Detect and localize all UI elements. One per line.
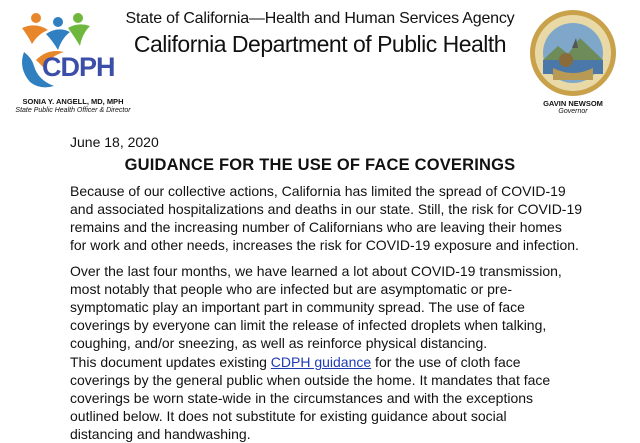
paragraph-line	[70, 353, 590, 371]
paragraph-line: coughing, and/or sneezing, as well as reinforce physical distancing.	[70, 335, 488, 351]
governor-title: Governor	[558, 108, 588, 115]
paragraph-3	[70, 353, 590, 443]
paragraph-line: symptomatic play an important part in community spread. The use of face	[70, 299, 525, 315]
cdph-logo-text: CDPH	[42, 52, 115, 82]
cdph-guidance-link[interactable]: CDPH guidance	[270, 354, 372, 370]
paragraph-line: coverings by everyone can limit the release of infected droplets when talking,	[70, 317, 547, 333]
paragraph-text: This document updates existing	[70, 354, 271, 370]
document-title: GUIDANCE FOR THE USE OF FACE COVERINGS	[124, 156, 516, 174]
paragraph-line: and associated hospitalizations and deaths in our state. Still, the risk for COVID-19	[70, 201, 583, 217]
paragraph-line: outlined below. It does not substitute for existing guidance about social	[70, 408, 507, 424]
officer-title: State Public Health Officer & Director	[15, 107, 131, 114]
paragraph-line: Over the last four months, we have learned a lot about COVID-19 transmission,	[70, 263, 562, 279]
document-date: June 18, 2020	[70, 134, 159, 150]
paragraph-line: for work and other needs, increases the risk for COVID-19 exposure and infection.	[70, 237, 579, 253]
paragraph-2	[70, 262, 590, 352]
paragraph-line: Because of our collective actions, California has limited the spread of COVID-19	[70, 183, 566, 199]
department-name: California Department of Public Health	[133, 31, 507, 57]
paragraph-line: distancing and handwashing.	[70, 426, 251, 442]
paragraph-line: most notably that people who are infected but are asymptomatic or pre-	[70, 281, 513, 297]
paragraph-line: remains and the increasing number of Californians who are leaving their homes	[70, 219, 562, 235]
state-seal-icon	[528, 8, 618, 98]
governor-name: GAVIN NEWSOM	[543, 99, 603, 108]
paragraph-line: coverings by the general public when outside the home. It mandates that face	[70, 372, 551, 388]
agency-line: State of California—Health and Human Services Agency	[125, 10, 515, 27]
officer-name: SONIA Y. ANGELL, MD, MPH	[22, 97, 124, 106]
paragraph-line: coverings be worn state-wide in the circumstances and with the exceptions	[70, 390, 534, 406]
paragraph-text: for the use of cloth face	[371, 354, 521, 370]
paragraph-1	[70, 182, 590, 254]
